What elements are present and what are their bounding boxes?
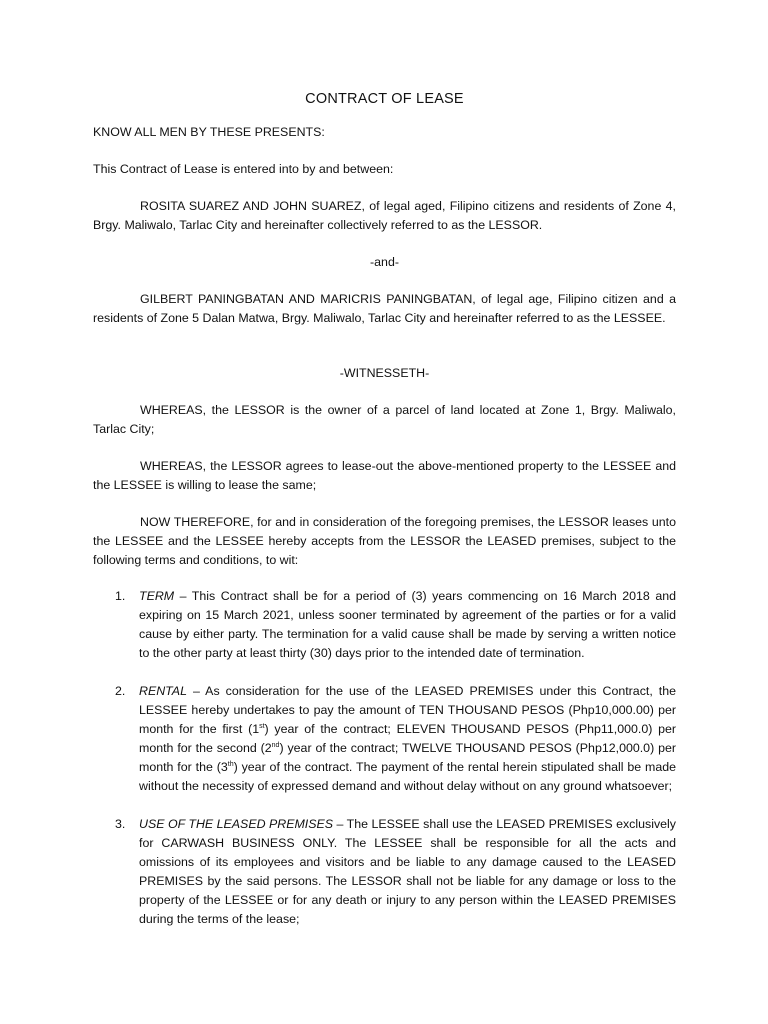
now-therefore-paragraph: NOW THEREFORE, for and in consideration of the foregoing premises, the LESSOR leases unto the LESSEE and the LESSEE hereby accepts from the LESSOR the LEASED premises, subject to the following terms and conditions, to wit:	[93, 515, 676, 567]
term-item-1	[93, 587, 676, 663]
term-body: – This Contract shall be for a period of (3) years commencing on 16 March 2018 and expiring on 15 March 2021, unless sooner terminated by agreement of the parties or for a valid cause by either party. The termination for a valid cause shall be made by serving a written notice to the other party at least thirty (30) days prior to the intended date of termination.	[139, 589, 676, 660]
ordinal-suffix: st	[259, 722, 265, 730]
witnesseth-heading: -WITNESSETH-	[339, 366, 430, 380]
lessor-party-paragraph: ROSITA SUAREZ AND JOHN SUAREZ, of legal aged, Filipino citizens and residents of Zone 4, Brgy. Maliwalo, Tarlac City and hereinafter collectively referred to as the LESSOR.	[93, 199, 676, 232]
term-heading: USE OF THE LEASED PREMISES	[139, 817, 334, 831]
document-title: CONTRACT OF LEASE	[305, 91, 464, 107]
term-body-part: ) year of the contract; ELEVEN THOUSAND PESOS (Php11,000.0) per month for the second (2	[139, 722, 676, 755]
term-body-part: ) year of the contract. The payment of the rental herein stipulated shall be made without the necessity of expressed demand and without delay without on any ground whatsoever;	[139, 760, 677, 793]
term-number: 3.	[115, 817, 126, 831]
whereas-paragraph-2: WHEREAS, the LESSOR agrees to lease-out the above-mentioned property to the LESSEE and the LESSEE is willing to lease the same;	[93, 459, 676, 492]
term-heading: RENTAL	[139, 684, 187, 698]
lessee-party-paragraph: GILBERT PANINGBATAN AND MARICRIS PANINGBATAN, of legal age, Filipino citizen and a residents of Zone 5 Dalan Matwa, Brgy. Maliwalo, Tarlac City and hereinafter referred to as the LESSEE.	[93, 292, 676, 325]
term-number: 1.	[115, 589, 126, 603]
term-number: 2.	[115, 684, 126, 698]
term-body-part: – As consideration for the use of the LEASED PREMISES under this Contract, the LESSEE hereby undertakes to pay the amount of TEN THOUSAND PESOS (Php10,000.00) per month for the first (1	[139, 684, 676, 736]
term-item-2	[93, 682, 676, 796]
terms-list	[93, 587, 676, 929]
term-heading: TERM	[139, 589, 175, 603]
ordinal-suffix: th	[227, 760, 234, 768]
intro-paragraph: This Contract of Lease is entered into by and between:	[93, 162, 394, 176]
term-body: – The LESSEE shall use the LEASED PREMISES exclusively for CARWASH BUSINESS ONLY. The LESSEE shall be responsible for all the acts and omissions of its employees and visitors and be liable to any damage caused to the LEASED PREMISES by the said persons. The LESSOR shall not be liable for any damage or loss to the property of the LESSEE or for any death or injury to any person within the LEASED PREMISES during the terms of the lease;	[139, 817, 676, 926]
salutation: KNOW ALL MEN BY THESE PRESENTS:	[93, 125, 325, 139]
term-body-part: ) year of the contract; TWELVE THOUSAND PESOS (Php12,000.0) per month for the (3	[139, 741, 676, 774]
whereas-paragraph-1: WHEREAS, the LESSOR is the owner of a parcel of land located at Zone 1, Brgy. Maliwalo, Tarlac City;	[93, 403, 676, 436]
ordinal-suffix: nd	[271, 741, 280, 749]
term-item-3	[93, 815, 676, 929]
and-separator: -and-	[370, 255, 399, 269]
